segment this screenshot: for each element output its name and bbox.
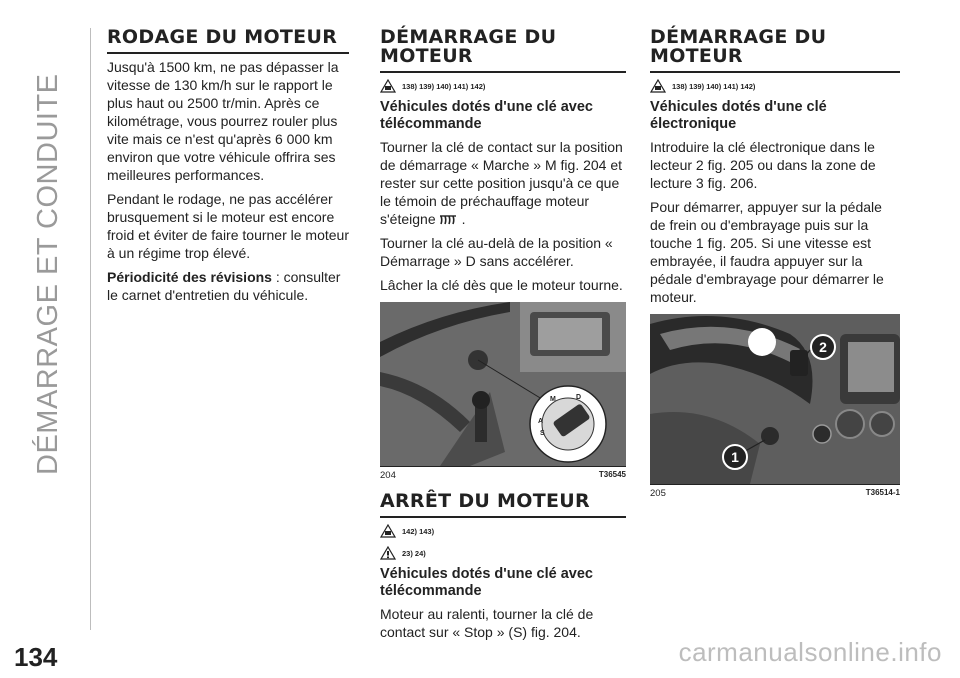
- rodage-paragraph-3: [107, 268, 349, 304]
- rodage-paragraph-2: Pendant le rodage, ne pas accélérer brusquement si le moteur est encore froid et éviter de faire tourner le moteur à un régime trop élevé.: [107, 191, 350, 261]
- figure-205-caption: [650, 488, 900, 502]
- column-demarrage-cle-electronique: [650, 28, 900, 502]
- subheading-cle-electronique: Véhicules dotés d'une clé électronique: [650, 99, 827, 132]
- figure-204-caption: [380, 470, 626, 484]
- demarrage-paragraph-1-text: Tourner la clé de contact sur la position de démarrage « Marche » M fig. 204 et rester sur cette position jusqu'à ce que le témoin de préchauffage moteur s'éteigne: [380, 139, 623, 227]
- warning-triangle-icon: [380, 524, 396, 538]
- warning-reference-numbers: 138) 139) 140) 141) 142): [402, 81, 486, 91]
- arret-paragraph: Moteur au ralenti, tourner la clé de contact sur « Stop » (S) fig. 204.: [380, 606, 594, 640]
- side-divider: [90, 28, 91, 630]
- demarrage-paragraph-1-end: .: [461, 211, 466, 227]
- heading-arret-moteur: ARRÊT DU MOTEUR: [380, 492, 626, 518]
- column-demarrage-telecommande: [380, 28, 626, 647]
- demarrage-paragraph-3: Lâcher la clé dès que le moteur tourne.: [380, 277, 623, 293]
- revisions-text: : consulter le carnet d'entretien du véhicule.: [107, 269, 341, 303]
- dashboard-illustration: [650, 314, 900, 484]
- subheading-arret-cle-telecommande: Véhicules dotés d'une clé avec télécommande: [380, 566, 593, 599]
- demarrage-paragraph-2: Tourner la clé au-delà de la position « Démarrage » D sans accélérer.: [380, 235, 613, 269]
- figure-205-number: 205: [650, 488, 666, 499]
- figure-205: [650, 314, 900, 502]
- label-accessoires: A: [538, 418, 544, 425]
- figure-204-code: T36545: [598, 470, 626, 479]
- label-demarrage: D: [576, 394, 582, 401]
- heading-rodage: RODAGE DU MOTEUR: [107, 28, 349, 54]
- demarrage-paragraph-1: [380, 138, 626, 228]
- watermark: carmanualsonline.info: [678, 637, 942, 667]
- warning-references-3: [650, 77, 900, 95]
- callout-2: 2: [819, 339, 827, 355]
- callout-1: 1: [731, 449, 739, 465]
- cle-electronique-paragraph-2: Pour démarrer, appuyer sur la pédale de frein ou d'embrayage puis sur la touche 1 fig. 205. Si une vitesse est embrayée, il faudra appuyer sur la pédale d'embrayage pour démarrer le moteur.: [650, 199, 884, 305]
- callout-2-badge: [810, 334, 836, 360]
- label-stop: S: [540, 430, 545, 437]
- page-number: 134: [14, 642, 58, 672]
- caution-triangle-icon: [380, 546, 396, 560]
- side-chapter-title: DÉMARRAGE ET CONDUITE: [32, 73, 64, 475]
- rodage-paragraph-1: Jusqu'à 1500 km, ne pas dépasser la vitesse de 130 km/h sur le rapport le plus haut ou 2500 tr/min. Après ce kilométrage, vous pourrez rouler plus vite mais ce n'est qu'après 6 000 km environ que votre véhicule offrira ses meilleures performances.: [107, 59, 339, 183]
- warning-references: [380, 77, 626, 95]
- dashboard-photo: [650, 314, 900, 484]
- figure-204-rule: [380, 466, 626, 467]
- caution-references: [380, 544, 626, 562]
- figure-204: [380, 302, 626, 490]
- heading-demarrage-2: DÉMARRAGE DU MOTEUR: [650, 28, 900, 73]
- callout-1-badge: [722, 444, 748, 470]
- preheating-indicator-icon: [439, 214, 459, 226]
- warning-reference-numbers-3: 138) 139) 140) 141) 142): [672, 81, 756, 91]
- ignition-switch-photo: [380, 302, 626, 466]
- figure-205-code: T36514-1: [865, 488, 900, 497]
- figure-205-rule: [650, 484, 900, 485]
- warning-triangle-icon: [380, 79, 396, 93]
- heading-demarrage: DÉMARRAGE DU MOTEUR: [380, 28, 626, 73]
- warning-references-2: [380, 522, 626, 540]
- ignition-switch-illustration: [380, 302, 626, 466]
- warning-reference-numbers-2: 142) 143): [402, 526, 435, 536]
- label-marche: M: [550, 396, 556, 403]
- cle-electronique-paragraph-1: Introduire la clé électronique dans le lecteur 2 fig. 205 ou dans la zone de lecture 3 fig. 206.: [650, 139, 876, 191]
- caution-reference-numbers: 23) 24): [402, 548, 426, 558]
- revisions-label: Périodicité des révisions: [107, 269, 272, 285]
- subheading-cle-telecommande: Véhicules dotés d'une clé avec télécommande: [380, 99, 593, 132]
- warning-triangle-icon: [650, 79, 666, 93]
- figure-204-number: 204: [380, 470, 396, 481]
- column-rodage: [107, 28, 349, 310]
